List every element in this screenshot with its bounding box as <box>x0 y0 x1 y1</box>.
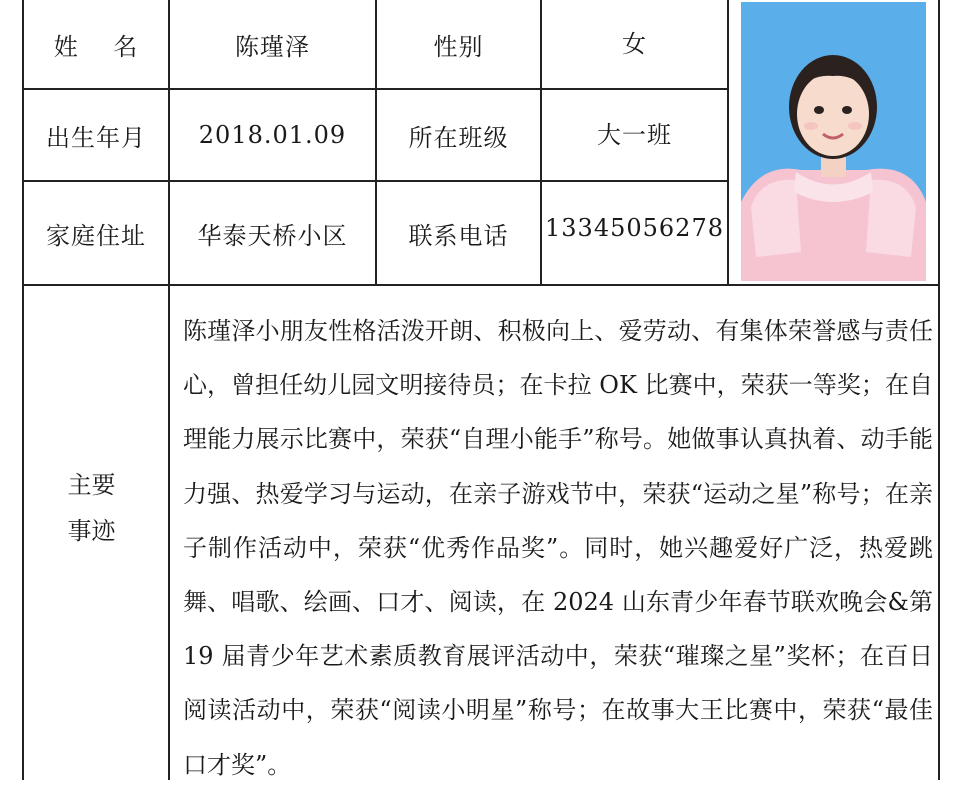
portrait-illustration <box>741 2 926 281</box>
gender-value: 女 <box>622 29 647 58</box>
class-label: 所在班级 <box>408 123 509 152</box>
phone-value: 13345056278 <box>545 214 724 242</box>
birth-value: 2018.01.09 <box>198 121 347 149</box>
main-deeds-label-line1: 主要 <box>67 471 116 499</box>
main-deeds-label <box>14 462 169 554</box>
name-value: 陈瑾泽 <box>235 32 310 61</box>
address-value: 华泰天桥小区 <box>197 221 348 250</box>
address-label: 家庭住址 <box>46 221 146 250</box>
student-photo <box>741 2 926 281</box>
class-value: 大一班 <box>597 120 672 149</box>
name-label: 姓 名 <box>53 32 139 61</box>
gender-label: 性别 <box>433 32 484 61</box>
main-deeds-text: 陈瑾泽小朋友性格活泼开朗、积极向上、爱劳动、有集体荣誉感与责任心，曾担任幼儿园文明接待员；在卡拉 OK 比赛中，荣获一等奖；在自理能力展示比赛中，荣获“自理小能手”称号。她做事认真执着、动手能力强、热爱学习与运动，在亲子游戏节中，荣获“运动之星”称号；在亲子制作活动中，荣获“优秀作品奖”。同时，她兴趣爱好广泛，热爱跳舞、唱歌、绘画、口才、阅读，在 2024 山东青少年春节联欢晚会&第 19 届青少年艺术素质教育展评活动中，荣获“璀璨之星”奖杯；在百日阅读活动中，荣获“阅读小明星”称号；在故事大王比赛中，荣获“最佳口才奖”。 <box>183 317 933 779</box>
birth-label: 出生年月 <box>46 123 146 152</box>
phone-label: 联系电话 <box>408 221 509 250</box>
main-deeds-label-line2: 事迹 <box>67 517 116 545</box>
